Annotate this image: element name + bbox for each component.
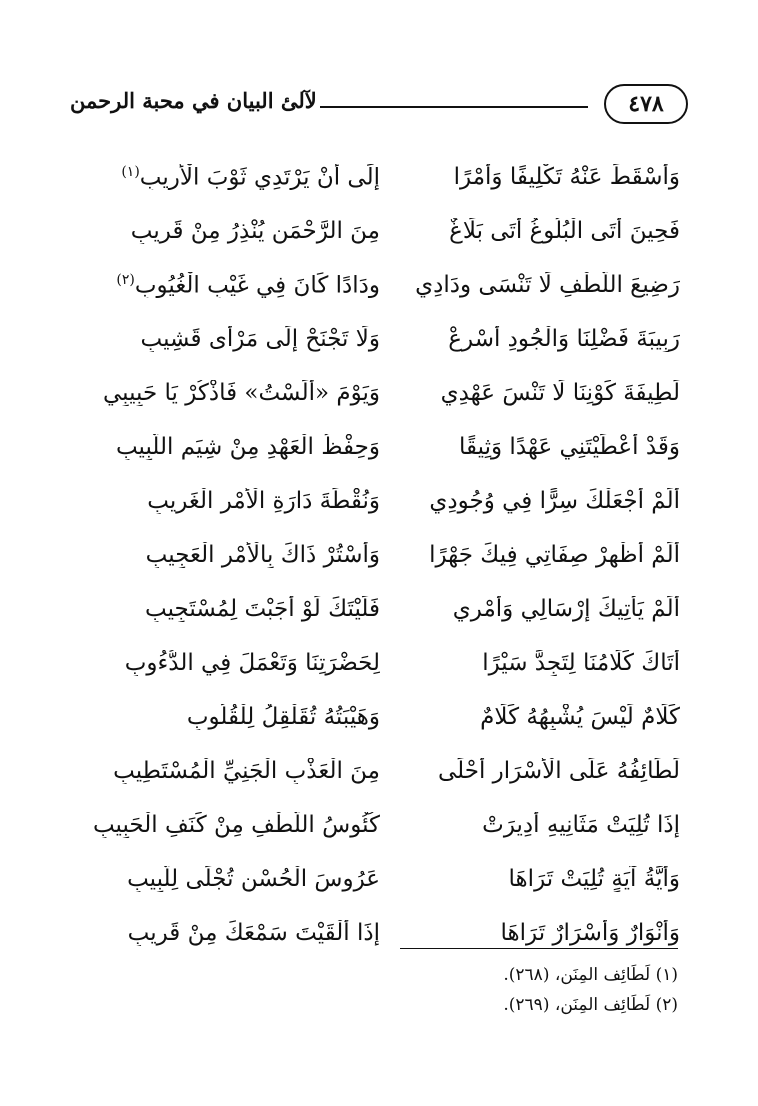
- second-hemistich-text: وَلَا تَجْنَحْ إِلَى مَرْأَى قَشِيبِ: [140, 326, 380, 352]
- verse-line: [80, 798, 680, 852]
- second-hemistich: [80, 434, 380, 460]
- running-title: لآلئ البيان في محبة الرحمن: [70, 88, 317, 113]
- second-hemistich-text: وَهَيْبَتُهُ تُقَلْقِلُ لِلْقُلُوبِ: [186, 704, 380, 730]
- first-hemistich: أَتَاكَ كَلَامُنَا لِتَجِدَّ سَيْرًا: [482, 650, 680, 676]
- verse-line: [80, 312, 680, 366]
- verse-line: [80, 474, 680, 528]
- first-hemistich: رَبِيبَةَ فَضْلِنَا وَالْجُودِ أَسْرِعْ: [448, 326, 680, 352]
- second-hemistich: [80, 542, 380, 568]
- second-hemistich-text: فَلَيْتَكَ لَوْ أَجَبْتَ لِمُسْتَجِيبِ: [145, 596, 380, 622]
- second-hemistich-text: إِذَا أَلْقَيْتَ سَمْعَكَ مِنْ قَرِيبِ: [127, 920, 380, 946]
- second-hemistich: [80, 704, 380, 730]
- verse-line: [80, 150, 680, 204]
- first-hemistich: رَضِيعَ اللُّطْفِ لَا تَنْسَى وِدَادِي: [415, 272, 680, 298]
- first-hemistich: كَلَامٌ لَيْسَ يُشْبِهُهُ كَلَامٌ: [480, 704, 680, 730]
- first-hemistich: وَقَدْ أَعْطَيْتَنِي عَهْدًا وَثِيقًا: [459, 434, 680, 460]
- second-hemistich-text: وِدَادًا كَانَ فِي غَيْبِ الْغُيُوبِ: [134, 272, 380, 299]
- second-hemistich: [80, 272, 380, 299]
- second-hemistich: [80, 866, 380, 892]
- first-hemistich: فَحِينَ أَتَى الْبُلُوغُ أَتَى بَلَاغٌ: [449, 218, 680, 244]
- verse-line: [80, 582, 680, 636]
- first-hemistich: أَلَمْ أُظْهِرْ صِفَاتِي فِيكَ جَهْرًا: [429, 542, 680, 568]
- second-hemistich: [80, 488, 380, 514]
- first-hemistich: وَأَيَّةُ آيَةٍ تُلِيَتْ تَرَاهَا: [508, 866, 680, 892]
- verse-line: [80, 744, 680, 798]
- second-hemistich-text: لِحَضْرَتِنَا وَتَعْمَلَ فِي الدُّءُوبِ: [124, 650, 380, 676]
- first-hemistich: إِذَا تُلِيَتْ مَثَانِيهِ أُدِيرَتْ: [482, 812, 680, 838]
- verse-line: [80, 906, 680, 960]
- second-hemistich-text: إِلَى أَنْ يَرْتَدِي ثَوْبَ الْأَرِيبِ: [139, 164, 380, 191]
- verse-line: [80, 690, 680, 744]
- page-number: ٤٧٨: [604, 84, 688, 124]
- first-hemistich: لَطَائِفُهُ عَلَى الْأَسْرَارِ أَحْلَى: [437, 758, 680, 784]
- second-hemistich: [80, 380, 380, 406]
- verse-line: [80, 636, 680, 690]
- verse-line: [80, 528, 680, 582]
- verse-line: [80, 420, 680, 474]
- second-hemistich: [80, 650, 380, 676]
- footnote: (٢) لَطَائِف المِنَن، (٢٦٩).: [503, 995, 678, 1015]
- footnote-reference: (٢): [116, 271, 135, 288]
- second-hemistich: [80, 596, 380, 622]
- second-hemistich-text: مِنَ الرَّحْمَنِ يُنْذِرُ مِنْ قَرِيبِ: [130, 218, 380, 244]
- header-rule: [320, 106, 588, 108]
- first-hemistich: لَطِيفَةَ كَوْنِنَا لَا تَنْسَ عَهْدِي: [440, 380, 680, 406]
- verse-line: [80, 204, 680, 258]
- second-hemistich-text: عَرُوسَ الْحُسْنِ تُجْلَى لِلَّبِيبِ: [127, 866, 380, 892]
- first-hemistich: وَأَسْقَطَ عَنْهُ تَكْلِيفًا وَأَمْرًا: [453, 164, 680, 190]
- second-hemistich: [80, 218, 380, 244]
- second-hemistich: [80, 326, 380, 352]
- second-hemistich: [80, 812, 380, 838]
- verse-line: [80, 366, 680, 420]
- second-hemistich: [80, 920, 380, 946]
- verse-line: [80, 258, 680, 312]
- first-hemistich: أَلَمْ يَأْتِيكَ إِرْسَالِي وَأَمْرِي: [452, 596, 680, 622]
- second-hemistich-text: وَنُقْطَةَ دَارَةِ الْأَمْرِ الْغَرِيبِ: [147, 488, 380, 514]
- second-hemistich: [80, 164, 380, 191]
- second-hemistich: [80, 758, 380, 784]
- footnote: (١) لَطَائِف المِنَن، (٢٦٨).: [503, 965, 678, 985]
- footnotes: [278, 960, 678, 1020]
- second-hemistich-text: وَأَسْتُرْ ذَاكَ بِالْأَمْرِ الْعَجِيبِ: [145, 542, 380, 568]
- second-hemistich-text: كُئُوسُ اللُّطْفِ مِنْ كَنَفِ الْحَبِيبِ: [92, 812, 380, 838]
- first-hemistich: وَأَنْوَارٌ وَأَسْرَارٌ تَرَاهَا: [500, 920, 680, 946]
- footnote-rule: [400, 948, 678, 949]
- second-hemistich-text: وَحِفْظُ الْعَهْدِ مِنْ شِيَمِ اللَّبِيبِ: [115, 434, 380, 460]
- first-hemistich: أَلَمْ أَجْعَلْكَ سِرًّا فِي وُجُودِي: [429, 488, 680, 514]
- second-hemistich-text: وَيَوْمَ «أَلَسْتُ» فَاذْكُرْ يَا حَبِيبِي: [102, 380, 380, 406]
- second-hemistich-text: مِنَ الْعَذْبِ الْجَنِيِّ الْمُسْتَطِيبِ: [113, 758, 380, 784]
- footnote-reference: (١): [121, 163, 140, 180]
- poem: [80, 150, 680, 960]
- page-header: [70, 84, 688, 128]
- verse-line: [80, 852, 680, 906]
